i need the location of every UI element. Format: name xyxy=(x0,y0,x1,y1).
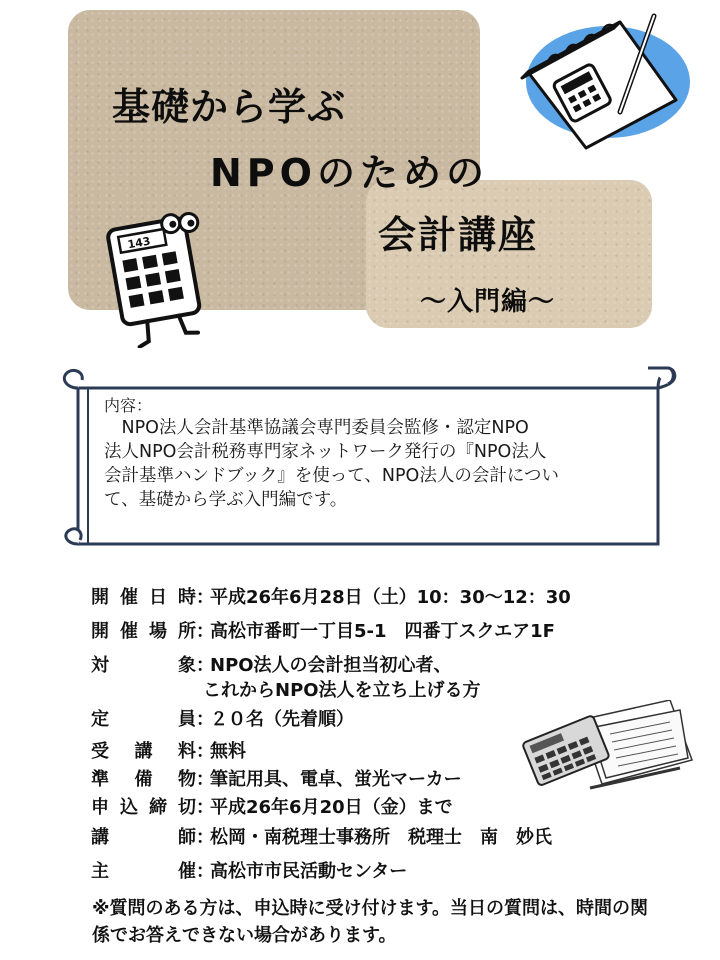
detail-value: 松岡・南税理士事務所 税理士 南 妙氏 xyxy=(210,827,552,848)
detail-value: 筆記用具、電卓、蛍光マーカー xyxy=(210,769,462,790)
detail-row-organizer xyxy=(91,860,407,884)
detail-separator: ： xyxy=(196,827,214,848)
detail-separator: ： xyxy=(196,587,214,608)
detail-separator: ： xyxy=(196,741,214,762)
detail-value: 高松市市民活動センター xyxy=(210,861,408,882)
detail-row-deadline xyxy=(91,796,453,820)
detail-separator: ： xyxy=(196,797,214,818)
detail-separator: ： xyxy=(196,709,214,730)
subtitle: ～入門編～ xyxy=(420,287,556,317)
calculator-and-papers-icon xyxy=(520,700,694,800)
detail-row-items xyxy=(91,768,462,792)
notebook-calculator-icon xyxy=(508,2,692,152)
title-line-1: 基礎から学ぶ xyxy=(112,85,347,129)
detail-label: 受講料 xyxy=(91,741,196,762)
detail-label: 開催場所 xyxy=(91,621,196,642)
detail-label: 対 象 xyxy=(91,655,196,676)
detail-value: 平成26年6月20日（金）まで xyxy=(210,797,453,818)
content-label: 内容： xyxy=(104,396,153,415)
detail-separator: ： xyxy=(196,861,214,882)
calculator-character-icon xyxy=(106,208,218,348)
detail-label: 定 員 xyxy=(91,709,196,730)
title-line-3: 会計講座 xyxy=(378,213,539,257)
detail-separator: ： xyxy=(196,621,214,642)
detail-value: 無料 xyxy=(210,741,246,762)
detail-label: 開催日時 xyxy=(91,587,196,608)
detail-value: NPO法人の会計担当初心者、 xyxy=(210,655,452,676)
detail-row-date xyxy=(91,586,571,610)
detail-label: 主 催 xyxy=(91,861,196,882)
detail-row-target xyxy=(91,654,452,678)
detail-value: 高松市番町一丁目5-1 四番丁スクエア1F xyxy=(210,621,555,642)
detail-row-lecturer xyxy=(91,826,552,850)
content-section xyxy=(104,396,644,512)
detail-value-continued: これからNPO法人を立ち上げる方 xyxy=(203,680,481,701)
detail-value: 平成26年6月28日（土）10：30～12：30 xyxy=(210,587,571,608)
note-text: ※質問のある方は、申込時に受け付けます。当日の質問は、時間の関係でお答えできない場合があります。 xyxy=(92,898,649,946)
detail-separator: ： xyxy=(196,769,214,790)
calculator-display: 143 xyxy=(126,234,152,252)
detail-row-capacity xyxy=(91,708,354,732)
content-text: NPO法人会計基準協議会専門委員会監修・認定NPO 法人NPO会計税務専門家ネットワーク発行の『NPO法人 会計基準ハンドブック』を使って、NPO法人の会計につい て、基礎から学ぶ入門編です。 xyxy=(104,418,559,510)
detail-value: ２０名（先着順） xyxy=(210,709,354,730)
detail-label: 準備物 xyxy=(91,769,196,790)
detail-separator: ： xyxy=(196,655,214,676)
detail-row-fee xyxy=(91,740,246,764)
detail-row-venue xyxy=(91,620,555,644)
detail-label: 申込締切 xyxy=(91,797,196,818)
detail-label: 講 師 xyxy=(91,827,196,848)
title-line-2: NPOのための xyxy=(210,151,489,195)
